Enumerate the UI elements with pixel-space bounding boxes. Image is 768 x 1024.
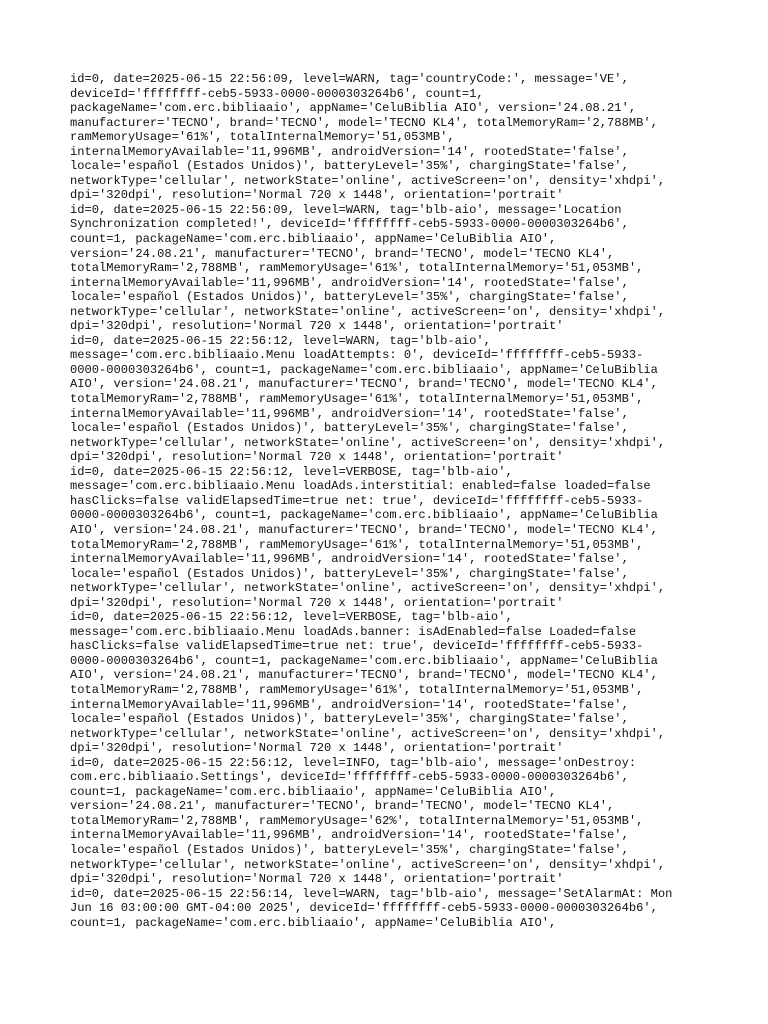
log-line: id=0, date=2025-06-15 22:56:12, level=VERBOSE, tag='blb-aio', <box>70 464 513 479</box>
log-line: dpi='320dpi', resolution='Normal 720 x 1448', orientation='portrait' <box>70 872 564 887</box>
log-line: AIO', version='24.08.21', manufacturer='TECNO', brand='TECNO', model='TECNO KL4', <box>70 522 658 537</box>
log-line: totalMemoryRam='2,788MB', ramMemoryUsage='61%', totalInternalMemory='51,053MB', <box>70 537 644 552</box>
log-line: message='com.erc.bibliaaio.Menu loadAttempts: 0', deviceId='ffffffff-ceb5-5933- <box>70 348 644 363</box>
log-line: locale='español (Estados Unidos)', batteryLevel='35%', chargingState='false', <box>70 159 629 174</box>
log-line: id=0, date=2025-06-15 22:56:12, level=INFO, tag='blb-aio', message='onDestroy: <box>70 755 637 770</box>
log-line: locale='español (Estados Unidos)', batteryLevel='35%', chargingState='false', <box>70 290 629 305</box>
log-line: count=1, packageName='com.erc.bibliaaio', appName='CeluBiblia AIO', <box>70 784 557 799</box>
log-line: packageName='com.erc.bibliaaio', appName='CeluBiblia AIO', version='24.08.21', <box>70 101 637 116</box>
log-line: id=0, date=2025-06-15 22:56:14, level=WARN, tag='blb-aio', message='SetAlarmAt: Mon <box>70 886 673 901</box>
log-line: id=0, date=2025-06-15 22:56:12, level=VERBOSE, tag='blb-aio', <box>70 610 513 625</box>
log-line: message='com.erc.bibliaaio.Menu loadAds.banner: isAdEnabled=false Loaded=false <box>70 624 637 639</box>
log-line: dpi='320dpi', resolution='Normal 720 x 1448', orientation='portrait' <box>70 319 564 334</box>
log-line: locale='español (Estados Unidos)', batteryLevel='35%', chargingState='false', <box>70 566 629 581</box>
log-line: internalMemoryAvailable='11,996MB', androidVersion='14', rootedState='false', <box>70 828 629 843</box>
log-line: id=0, date=2025-06-15 22:56:09, level=WARN, tag='blb-aio', message='Location <box>70 202 622 217</box>
log-line: hasClicks=false validElapsedTime=true net: true', deviceId='ffffffff-ceb5-5933- <box>70 493 644 508</box>
log-line: AIO', version='24.08.21', manufacturer='TECNO', brand='TECNO', model='TECNO KL4', <box>70 377 658 392</box>
log-line: count=1, packageName='com.erc.bibliaaio', appName='CeluBiblia AIO', <box>70 915 557 930</box>
log-line: com.erc.bibliaaio.Settings', deviceId='ffffffff-ceb5-5933-0000-0000303264b6', <box>70 770 629 785</box>
log-line: networkType='cellular', networkState='online', activeScreen='on', density='xhdpi', <box>70 857 666 872</box>
log-line: dpi='320dpi', resolution='Normal 720 x 1448', orientation='portrait' <box>70 188 564 203</box>
log-line: totalMemoryRam='2,788MB', ramMemoryUsage='61%', totalInternalMemory='51,053MB', <box>70 682 644 697</box>
log-line: 0000-0000303264b6', count=1, packageName='com.erc.bibliaaio', appName='CeluBiblia <box>70 362 658 377</box>
log-line: networkType='cellular', networkState='online', activeScreen='on', density='xhdpi', <box>70 304 666 319</box>
log-line: AIO', version='24.08.21', manufacturer='TECNO', brand='TECNO', model='TECNO KL4', <box>70 668 658 683</box>
log-line: locale='español (Estados Unidos)', batteryLevel='35%', chargingState='false', <box>70 712 629 727</box>
log-line: ramMemoryUsage='61%', totalInternalMemory='51,053MB', <box>70 130 455 145</box>
log-line: internalMemoryAvailable='11,996MB', androidVersion='14', rootedState='false', <box>70 406 629 421</box>
log-line: totalMemoryRam='2,788MB', ramMemoryUsage='61%', totalInternalMemory='51,053MB', <box>70 261 644 276</box>
log-line: hasClicks=false validElapsedTime=true net: true', deviceId='ffffffff-ceb5-5933- <box>70 639 644 654</box>
log-line: dpi='320dpi', resolution='Normal 720 x 1448', orientation='portrait' <box>70 741 564 756</box>
log-line: locale='español (Estados Unidos)', batteryLevel='35%', chargingState='false', <box>70 842 629 857</box>
log-line: locale='español (Estados Unidos)', batteryLevel='35%', chargingState='false', <box>70 421 629 436</box>
log-line: networkType='cellular', networkState='online', activeScreen='on', density='xhdpi', <box>70 726 666 741</box>
log-text-body <box>70 72 710 930</box>
log-line: Synchronization completed!', deviceId='ffffffff-ceb5-5933-0000-0000303264b6', <box>70 217 629 232</box>
log-line: networkType='cellular', networkState='online', activeScreen='on', density='xhdpi', <box>70 435 666 450</box>
log-line: 0000-0000303264b6', count=1, packageName='com.erc.bibliaaio', appName='CeluBiblia <box>70 653 658 668</box>
log-line: version='24.08.21', manufacturer='TECNO', brand='TECNO', model='TECNO KL4', <box>70 246 615 261</box>
log-line: totalMemoryRam='2,788MB', ramMemoryUsage='61%', totalInternalMemory='51,053MB', <box>70 392 644 407</box>
log-line: totalMemoryRam='2,788MB', ramMemoryUsage='62%', totalInternalMemory='51,053MB', <box>70 813 644 828</box>
log-line: 0000-0000303264b6', count=1, packageName='com.erc.bibliaaio', appName='CeluBiblia <box>70 508 658 523</box>
log-line: manufacturer='TECNO', brand='TECNO', model='TECNO KL4', totalMemoryRam='2,788MB', <box>70 115 658 130</box>
log-line: deviceId='ffffffff-ceb5-5933-0000-0000303264b6', count=1, <box>70 86 484 101</box>
log-line: message='com.erc.bibliaaio.Menu loadAds.interstitial: enabled=false loaded=false <box>70 479 651 494</box>
log-line: dpi='320dpi', resolution='Normal 720 x 1448', orientation='portrait' <box>70 595 564 610</box>
log-line: count=1, packageName='com.erc.bibliaaio', appName='CeluBiblia AIO', <box>70 232 557 247</box>
log-line: internalMemoryAvailable='11,996MB', androidVersion='14', rootedState='false', <box>70 144 629 159</box>
log-line: id=0, date=2025-06-15 22:56:12, level=WARN, tag='blb-aio', <box>70 333 491 348</box>
log-line: internalMemoryAvailable='11,996MB', androidVersion='14', rootedState='false', <box>70 275 629 290</box>
log-document <box>70 72 710 930</box>
log-line: dpi='320dpi', resolution='Normal 720 x 1448', orientation='portrait' <box>70 450 564 465</box>
log-line: networkType='cellular', networkState='online', activeScreen='on', density='xhdpi', <box>70 581 666 596</box>
log-line: internalMemoryAvailable='11,996MB', androidVersion='14', rootedState='false', <box>70 697 629 712</box>
log-line: networkType='cellular', networkState='online', activeScreen='on', density='xhdpi', <box>70 173 666 188</box>
log-line: id=0, date=2025-06-15 22:56:09, level=WARN, tag='countryCode:', message='VE', <box>70 72 629 86</box>
log-line: Jun 16 03:00:00 GMT-04:00 2025', deviceId='ffffffff-ceb5-5933-0000-0000303264b6', <box>70 901 658 916</box>
log-line: internalMemoryAvailable='11,996MB', androidVersion='14', rootedState='false', <box>70 552 629 567</box>
log-line: version='24.08.21', manufacturer='TECNO', brand='TECNO', model='TECNO KL4', <box>70 799 615 814</box>
